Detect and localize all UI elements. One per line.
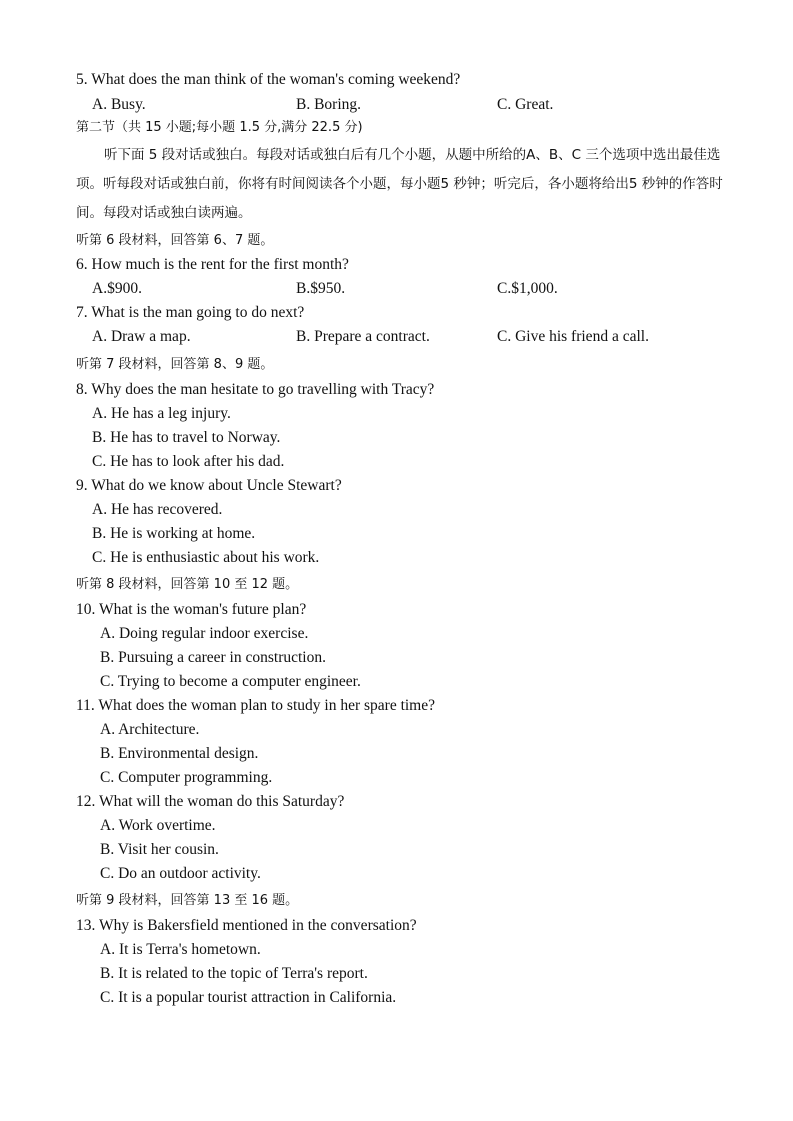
q5-option-c: C. Great. (497, 96, 554, 113)
q9-option-c: C. He is enthusiastic about his work. (92, 549, 320, 566)
q6-option-c: C.$1,000. (497, 280, 558, 297)
q10-option-b: B. Pursuing a career in construction. (100, 649, 326, 666)
question-10: 10. What is the woman's future plan? (76, 601, 307, 618)
q9-option-b: B. He is working at home. (92, 525, 256, 542)
question-13: 13. Why is Bakersfield mentioned in the conversation? (76, 917, 417, 934)
q7-option-a: A. Draw a map. (92, 328, 191, 345)
q12-option-a: A. Work overtime. (100, 817, 216, 834)
q10-option-a: A. Doing regular indoor exercise. (100, 625, 309, 642)
question-7: 7. What is the man going to do next? (76, 304, 305, 321)
q9-option-a: A. He has recovered. (92, 501, 223, 518)
q5-option-b: B. Boring. (296, 96, 362, 113)
q8-option-b: B. He has to travel to Norway. (92, 429, 281, 446)
q12-option-c: C. Do an outdoor activity. (100, 865, 261, 882)
q7-option-b: B. Prepare a contract. (296, 328, 430, 345)
q13-option-a: A. It is Terra's hometown. (100, 941, 261, 958)
question-6: 6. How much is the rent for the first month? (76, 256, 349, 273)
question-8: 8. Why does the man hesitate to go travelling with Tracy? (76, 381, 435, 398)
section-instructions: 听下面 5 段对话或独白。每段对话或独白后有几个小题，从题中所给的A、B、C 三个选项中选出最佳选项。听每段对话或独白前，你将有时间阅读各个小题，每小题5 秒钟；听完后，各小题将给出5 秒钟的作答时间。每段对话或独白读两遍。 (76, 147, 723, 221)
group-9-label: 听第 9 段材料，回答第 13 至 16 题。 (76, 893, 299, 908)
q6-option-a: A.$900. (92, 280, 142, 297)
q13-option-b: B. It is related to the topic of Terra's report. (100, 965, 368, 982)
q11-option-a: A. Architecture. (100, 721, 200, 738)
question-9: 9. What do we know about Uncle Stewart? (76, 477, 342, 494)
q12-option-b: B. Visit her cousin. (100, 841, 219, 858)
section-heading: 第二节（共 15 小题;每小题 1.5 分,满分 22.5 分) (76, 120, 363, 135)
q8-option-a: A. He has a leg injury. (92, 405, 231, 422)
q11-option-b: B. Environmental design. (100, 745, 259, 762)
q6-option-b: B.$950. (296, 280, 346, 297)
group-7-label: 听第 7 段材料，回答第 8、9 题。 (76, 357, 274, 372)
question-11: 11. What does the woman plan to study in her spare time? (76, 697, 435, 714)
q8-option-c: C. He has to look after his dad. (92, 453, 285, 470)
question-5: 5. What does the man think of the woman's coming weekend? (76, 71, 461, 88)
group-8-label: 听第 8 段材料，回答第 10 至 12 题。 (76, 577, 299, 592)
question-12: 12. What will the woman do this Saturday? (76, 793, 345, 810)
q10-option-c: C. Trying to become a computer engineer. (100, 673, 361, 690)
q7-option-c: C. Give his friend a call. (497, 328, 649, 345)
q5-option-a: A. Busy. (92, 96, 146, 113)
q11-option-c: C. Computer programming. (100, 769, 273, 786)
q13-option-c: C. It is a popular tourist attraction in California. (100, 989, 397, 1006)
group-6-label: 听第 6 段材料，回答第 6、7 题。 (76, 233, 274, 248)
